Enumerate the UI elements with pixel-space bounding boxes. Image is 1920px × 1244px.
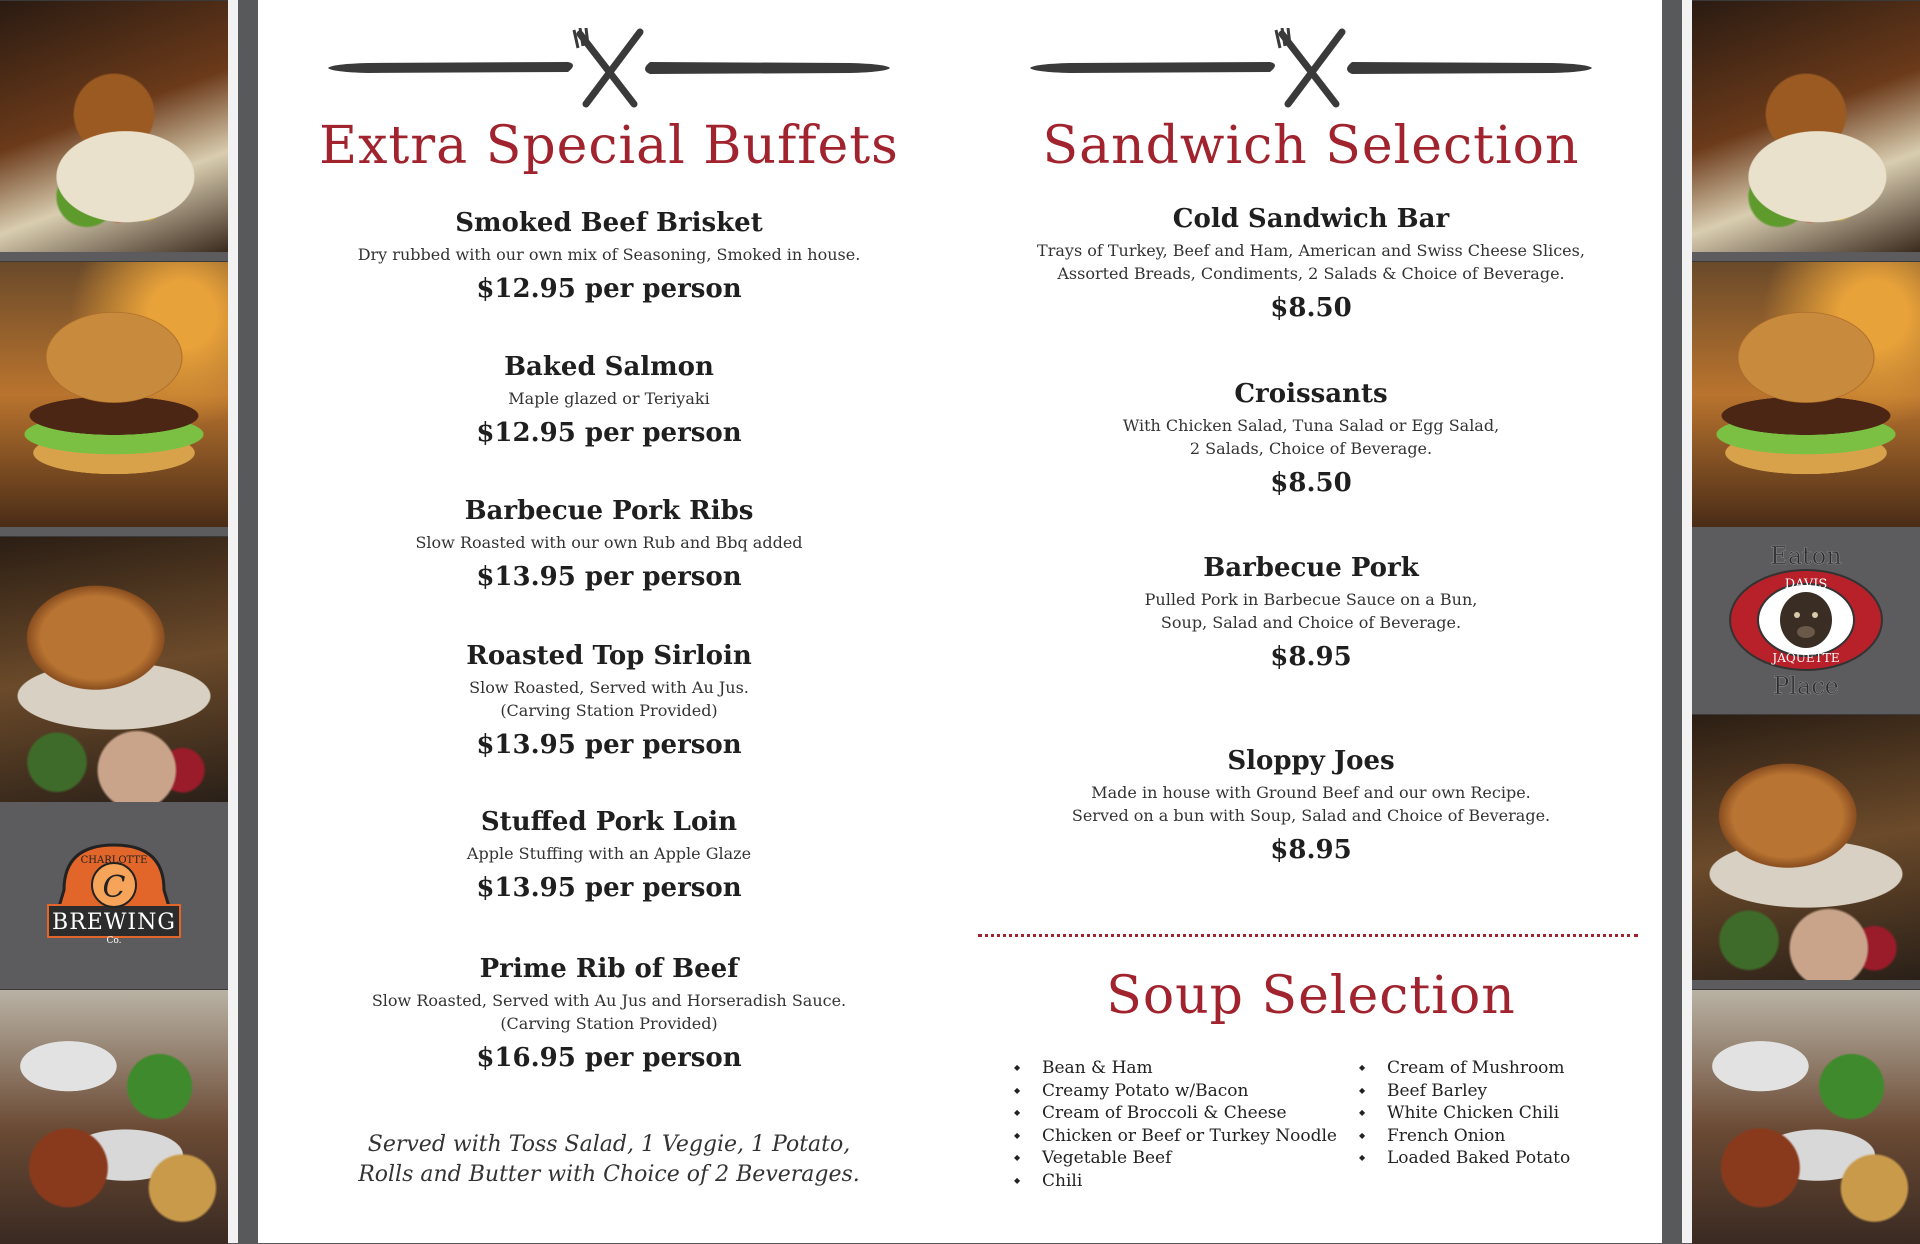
item-name: Barbecue Pork [1203,553,1419,583]
list-item: ◆ Creamy Potato w/Bacon [1014,1080,1337,1103]
logo-charlotte-text: CHARLOTTE [80,855,148,866]
item-desc: Dry rubbed with our own mix of Seasoning, Smoked in house. [357,245,861,264]
right-rail [1662,0,1682,1243]
sandwich-item-sloppy-joes [960,745,1662,867]
item-price: $12.95 per person [476,418,742,448]
item-price: $12.95 per person [476,274,742,304]
item-name: Prime Rib of Beef [479,954,739,984]
item-price: $13.95 per person [476,562,742,592]
item-price: $13.95 per person [476,873,742,903]
buffet-item-pork-loin [258,806,960,905]
item-desc: Maple glazed or Teriyaki [508,389,710,408]
list-item: ◆ Cream of Broccoli & Cheese [1014,1102,1337,1125]
left-rail [238,0,258,1243]
item-desc: Pulled Pork in Barbecue Sauce on a Bun, Soup, Salad and Choice of Beverage. [1144,590,1478,632]
item-price: $16.95 per person [476,1043,742,1073]
buffet-item-salmon [258,351,960,450]
item-name: Sloppy Joes [1227,746,1395,776]
list-item: ◆ Vegetable Beef [1014,1147,1337,1170]
item-name: Smoked Beef Brisket [455,208,763,238]
kebab-plate-photo [0,0,228,252]
item-desc: Made in house with Ground Beef and our own Recipe. Served on a bun with Soup, Salad and Choice of Beverage. [1071,783,1551,825]
logo-davis-text: DAVIS [1784,577,1828,592]
charlotte-brewing-logo [0,811,228,979]
soup-title: Soup Selection [1106,966,1516,1026]
buffets-served-with-note: Served with Toss Salad, 1 Veggie, 1 Potato, Rolls and Butter with Choice of 2 Beverages. [358,1132,860,1187]
left-photo-strip [0,0,228,1243]
eaton-place-logo-mark [1726,540,1886,700]
sandwich-item-cold-bar [960,203,1662,325]
soup-list-left [1014,1057,1337,1193]
item-price: $8.95 [1270,835,1352,865]
sandwich-title: Sandwich Selection [1042,116,1580,176]
item-name: Roasted Top Sirloin [466,641,752,671]
list-item: ◆ Beef Barley [1359,1080,1570,1103]
burger-photo [0,261,228,527]
sandwich-column [960,0,1662,1243]
logo-brewing-text: BREWING [52,910,176,935]
item-desc: With Chicken Salad, Tuna Salad or Egg Salad, 2 Salads, Choice of Beverage. [1122,416,1500,458]
buffet-item-sirloin [258,640,960,762]
buffets-title: Extra Special Buffets [319,116,899,176]
buffets-column [258,0,960,1243]
item-price: $8.50 [1270,293,1352,323]
buffet-item-brisket [258,207,960,306]
item-price: $13.95 per person [476,730,742,760]
list-item: ◆ Bean & Ham [1014,1057,1337,1080]
bbq-spread-photo [0,989,228,1244]
item-price: $8.95 [1270,642,1352,672]
item-desc: Slow Roasted, Served with Au Jus. (Carving Station Provided) [469,678,749,720]
fork-knife-icon [328,28,890,108]
item-desc: Trays of Turkey, Beef and Ham, American and Swiss Cheese Slices, Assorted Breads, Condiments, 2 Salads & Choice of Beverage. [1037,241,1585,283]
sandwich-item-croissants [960,378,1662,500]
fork-knife-icon [1030,28,1592,108]
list-item: ◆ Loaded Baked Potato [1359,1147,1570,1170]
item-name: Stuffed Pork Loin [480,807,738,837]
list-item: ◆ French Onion [1359,1125,1570,1148]
logo-place-text: Place [1773,672,1839,700]
item-name: Croissants [1234,379,1388,409]
item-desc: Apple Stuffing with an Apple Glaze [466,844,752,863]
soup-list-right [1359,1057,1570,1170]
list-item: ◆ Chicken or Beef or Turkey Noodle [1014,1125,1337,1148]
charlotte-brewing-logo-mark [44,835,184,955]
eaton-place-logo [1692,536,1920,704]
list-item: ◆ White Chicken Chili [1359,1102,1570,1125]
list-item: ◆ Cream of Mushroom [1359,1057,1570,1080]
roast-turkey-photo-right [1692,714,1920,980]
sandwich-item-bbq-pork [960,552,1662,674]
item-name: Baked Salmon [504,352,714,382]
logo-eaton-text: Eaton [1770,542,1842,570]
kebab-plate-photo-right [1692,0,1920,252]
item-desc: Slow Roasted, Served with Au Jus and Horseradish Sauce. (Carving Station Provided) [371,991,847,1033]
item-name: Cold Sandwich Bar [1172,204,1450,234]
logo-co-text: Co. [106,936,122,946]
item-name: Barbecue Pork Ribs [464,496,754,526]
item-price: $8.50 [1270,468,1352,498]
bbq-spread-photo-right [1692,989,1920,1244]
right-photo-strip [1692,0,1920,1243]
roast-turkey-photo [0,536,228,802]
item-desc: Slow Roasted with our own Rub and Bbq added [415,533,803,552]
buffet-item-prime-rib [258,953,960,1075]
burger-photo-right [1692,261,1920,527]
buffet-item-ribs [258,495,960,594]
logo-jaquette-text: JAQUETTE [1772,651,1840,665]
logo-c-letter: C [102,870,126,905]
list-item: ◆ Chili [1014,1170,1337,1193]
dotted-divider [978,934,1638,937]
